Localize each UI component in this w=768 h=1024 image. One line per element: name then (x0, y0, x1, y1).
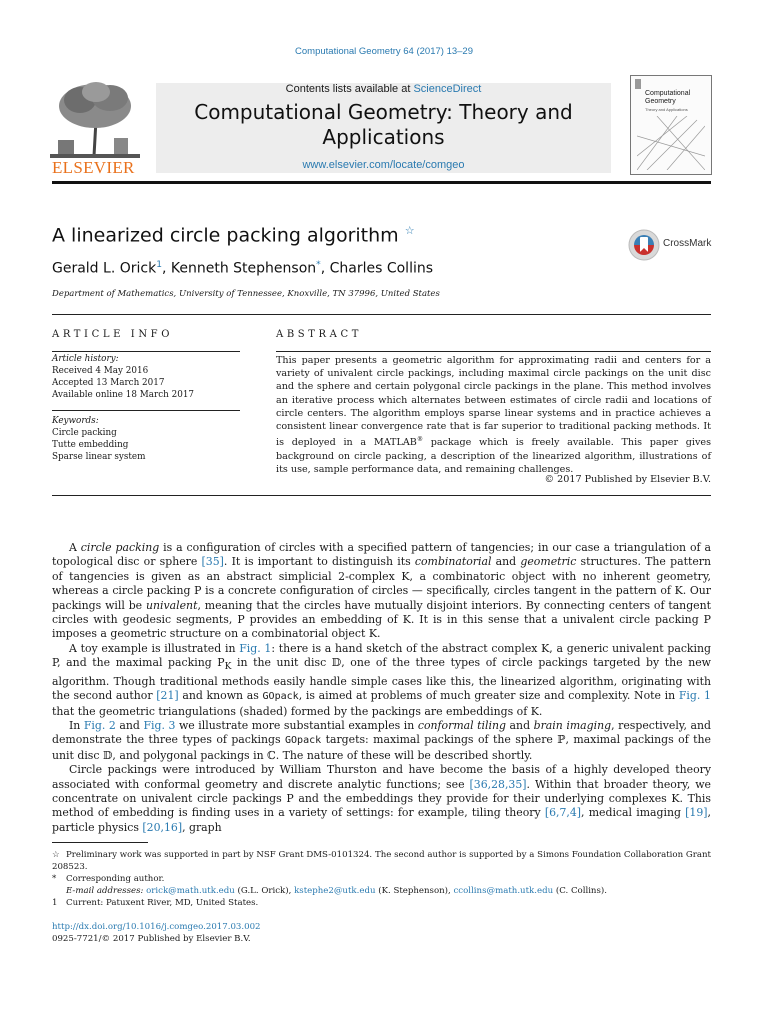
cover-title-line3: Theory and Applications (645, 107, 688, 112)
issn-line: 0925-7721/© 2017 Published by Elsevier B.V. (52, 934, 251, 944)
abstract-heading: ABSTRACT (276, 329, 362, 340)
doi-link[interactable]: http://dx.doi.org/10.1016/j.comgeo.2017.03.002 (52, 922, 261, 932)
footnote: 1 Current: Patuxent River, MD, United States. (52, 898, 259, 908)
info-rule (52, 351, 240, 352)
footnote-rule (52, 842, 148, 843)
title-footnote-star[interactable]: ☆ (404, 224, 415, 237)
abstract-bottom-rule (52, 495, 711, 496)
publisher-name: ELSEVIER (52, 158, 135, 177)
figure-link[interactable]: Fig. 1 (678, 689, 711, 703)
abstract-copyright: © 2017 Published by Elsevier B.V. (544, 474, 711, 485)
journal-banner (156, 83, 611, 173)
email-link[interactable]: ccollins@math.utk.edu (453, 886, 554, 896)
footnotes (52, 849, 711, 909)
journal-url-link[interactable]: www.elsevier.com/locate/comgeo (302, 159, 465, 171)
footnote: * Corresponding author. (52, 874, 165, 884)
body-paragraph: A circle packing is a configuration of circles with a specified pattern of tangencies; in our case a triangulation of a topological disc or sphere [35]. It is important to distinguish its combinatorial and geometric structures. The pattern of tangencies is given as an abstract simplicial 2-complex K, a combinatoric object with no inherent geometry, whereas a circle packing P is a concrete configuration of circles — specifically, circles tangent in the pattern of K. Our packings will be univalent, meaning that the circles have mutually disjoint interiors. By connecting centers of tangent circles with geodesic segments, P provides an embedding of K. It is in this sense that a univalent circle packing P imposes a geometric structure on a combinatorial object K. (52, 541, 712, 641)
figure-link[interactable]: Fig. 1 (239, 641, 272, 655)
figure-link[interactable]: Fig. 2 (83, 719, 116, 733)
abstract-rule (276, 351, 711, 352)
footnote-emails: E-mail addresses: orick@math.utk.edu (G.L. Orick), kstephe2@utk.edu (K. Stephenson), ccollins@math.utk.edu (C. Collins). (66, 886, 607, 896)
author-footnote-mark[interactable]: 1 (156, 260, 162, 270)
contents-prefix: Contents lists available at (285, 83, 411, 95)
cover-title-line1: Computational (645, 90, 691, 97)
footnote: ☆ Preliminary work was supported in part by NSF Grant DMS-0101324. The second author is supported by a Simons Foundation Collaboration Grant 208523. (52, 850, 711, 872)
keyword: Circle packing (52, 428, 117, 438)
figure-link[interactable]: Fig. 3 (143, 719, 176, 733)
affiliation: Department of Mathematics, University of Tennessee, Knoxville, TN 37996, United States (52, 289, 440, 299)
journal-cover-thumbnail (630, 75, 712, 175)
abstract-text (276, 354, 711, 476)
abstract-part: This paper presents a geometric algorithm for approximating radii and centers for a variety of univalent circle packings, including maximal circle packings on the unit disc and the sphere and certain polygonal circle packings in the plane. This method involves an iterative process which alternates between estimates of circle radii and locations of circle centers. The algorithm employs sparse linear systems and in practice achieves a consistent linear convergence rate that is far superior to traditional packing methods. It is deployed in a MATLAB (276, 355, 711, 449)
email-link[interactable]: orick@math.utk.edu (146, 886, 235, 896)
cover-title-line2: Geometry (645, 98, 676, 105)
sciencedirect-link[interactable]: ScienceDirect (413, 83, 482, 95)
citation-link[interactable]: [21] (156, 689, 179, 703)
body-text (52, 541, 711, 835)
crossmark-label: CrossMark (663, 238, 712, 249)
citation-link[interactable]: [6,7,4] (544, 806, 582, 820)
history-item: Received 4 May 2016 (52, 366, 149, 376)
author-name: Kenneth Stephenson (170, 260, 317, 277)
citation-link[interactable]: [20,16] (142, 820, 183, 834)
cover-line-art (637, 116, 705, 170)
history-item: Accepted 13 March 2017 (52, 378, 165, 388)
contents-line (156, 83, 611, 95)
header-rule (52, 181, 711, 184)
crossmark-badge[interactable] (628, 229, 718, 261)
history-label: Article history: (52, 354, 119, 364)
keyword: Tutte embedding (52, 440, 129, 450)
journal-reference-link[interactable]: Computational Geometry 64 (2017) 13–29 (295, 46, 473, 57)
author-list: Gerald L. Orick$^1$, Kenneth Stephenson*, Charles Collins (52, 260, 434, 277)
body-paragraph: Circle packings were introduced by William Thurston and have become the basis of a highly developed theory associated with conformal geometry and discrete analytic functions; see [36,28,35]. Within that broader theory, we concentrate on univalent circle packings P and the embeddings they provide for their underlying complexes K. This method of embedding is finding uses in a variety of settings: for example, tiling theory [6,7,4], medical imaging [19], particle physics [20,16], graph (52, 763, 711, 834)
keywords-label: Keywords: (52, 416, 99, 426)
abstract-part: package which is freely available. This paper gives background on circle packing, a description of the linearized algorithm, illustrations of its use, sample performance data, and remaining challenges. (276, 437, 711, 475)
body-paragraph: A toy example is illustrated in Fig. 1: there is a hand sketch of the abstract complex K, a generic univalent packing P, and the maximal packing $P_K$ in the unit disc 𝔻, one of the three types of circle packings targeted by the new algorithm. Though traditional methods easily handle simple cases like this, the linearized algorithm, originating with the second author [21] and known as GOpack, is aimed at problems of much greater size and complexity. Note in Fig. 1 that the geometric triangulations (shaded) formed by the packings are embeddings of K. (52, 641, 711, 718)
author-name: Charles Collins (329, 260, 434, 277)
article-info (52, 353, 242, 463)
history-item: Available online 18 March 2017 (52, 390, 195, 400)
article-title-text: A linearized circle packing algorithm (52, 224, 399, 247)
doi-block (52, 921, 261, 945)
citation-link[interactable]: [35] (201, 555, 224, 569)
author-name: Gerald L. Orick (52, 260, 157, 277)
registered-mark: ® (416, 436, 424, 444)
email-link[interactable]: kstephe2@utk.edu (294, 886, 376, 896)
keyword: Sparse linear system (52, 452, 146, 462)
author-footnote-mark[interactable]: * (316, 260, 321, 270)
citation-link[interactable]: [19] (685, 806, 708, 820)
body-paragraph: In Fig. 2 and Fig. 3 we illustrate more substantial examples in conformal tiling and brain imaging, respectively, and demonstrate the three types of packings GOpack targets: maximal packings of the sphere ℙ, maximal packings of the unit disc 𝔻, and polygonal packings in ℂ. The nature of these will be described shortly. (52, 719, 712, 762)
citation-link[interactable]: [36,28,35] (469, 777, 527, 791)
article-title (52, 224, 415, 246)
crossmark-icon (628, 229, 660, 261)
journal-title: Computational Geometry: Theory and Applications (194, 100, 573, 149)
section-rule (52, 314, 711, 315)
article-info-heading: ARTICLE INFO (52, 329, 174, 340)
